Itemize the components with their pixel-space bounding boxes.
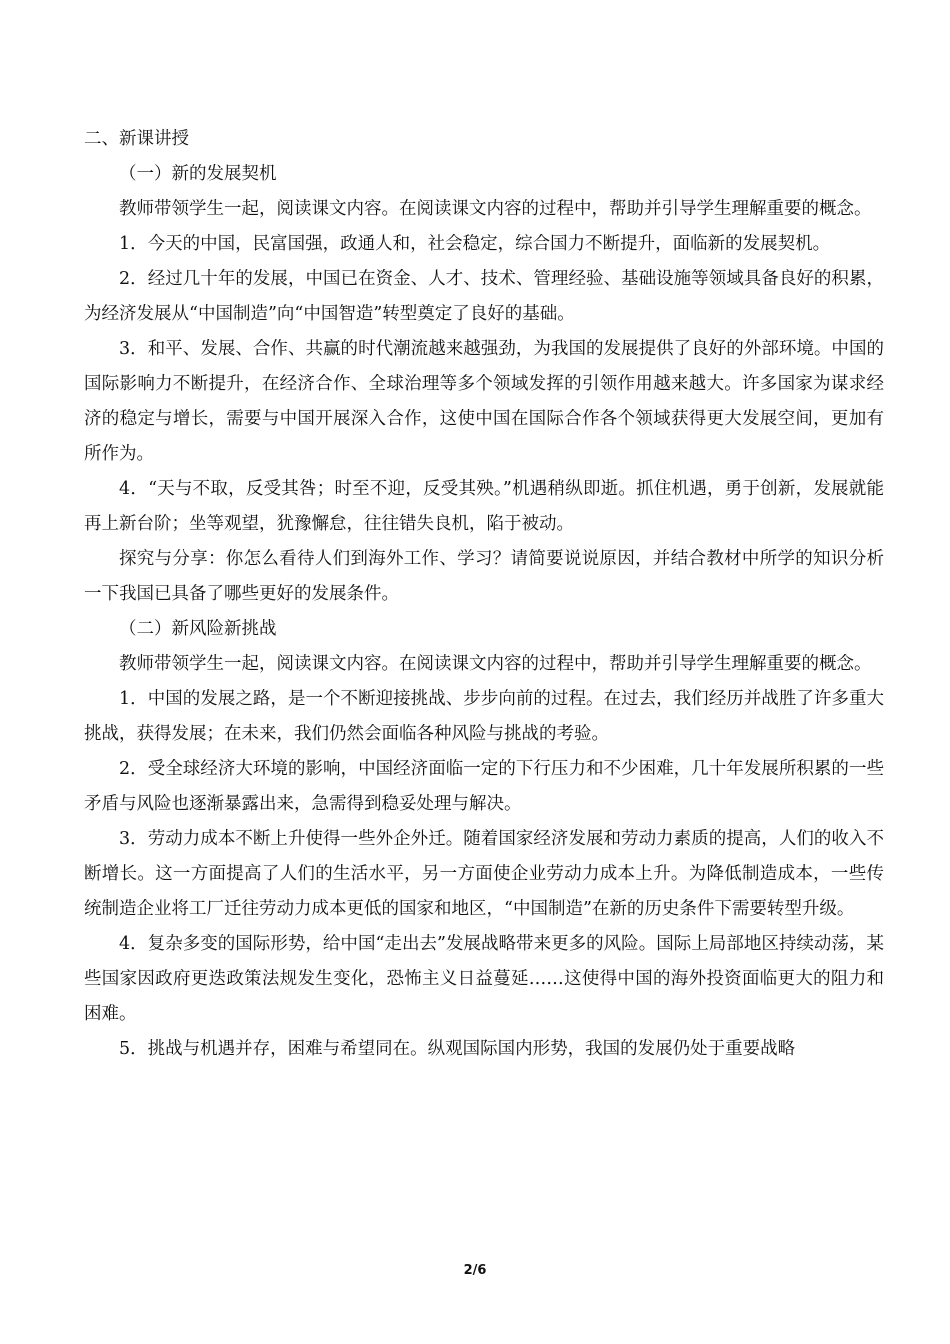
paragraph-item: 3．和平、发展、合作、共赢的时代潮流越来越强劲，为我国的发展提供了良好的外部环境。中国的国际影响力不断提升，在经济合作、全球治理等多个领域发挥的引领作用越来越大。许多国家为谋求经济的稳定与增长，需要与中国开展深入合作，这使中国在国际合作各个领域获得更大发展空间，更加有所作为。 (84, 339, 884, 464)
paragraph-item: 2．受全球经济大环境的影响，中国经济面临一定的下行压力和不少困难，几十年发展所积累的一些矛盾与风险也逐渐暴露出来，急需得到稳妥处理与解决。 (84, 759, 884, 814)
paragraph-intro-1: 教师带领学生一起，阅读课文内容。在阅读课文内容的过程中，帮助并引导学生理解重要的概念。 (119, 199, 872, 219)
paragraph-item: 1．今天的中国，民富国强，政通人和，社会稳定，综合国力不断提升，面临新的发展契机。 (119, 234, 831, 254)
subsection-title-2: （二）新风险新挑战 (119, 619, 277, 639)
section-title: 二、新课讲授 (84, 129, 189, 149)
paragraph-item: 5．挑战与机遇并存，困难与希望同在。纵观国际国内形势，我国的发展仍处于重要战略 (119, 1039, 796, 1059)
paragraph-item: 3．劳动力成本不断上升使得一些外企外迁。随着国家经济发展和劳动力素质的提高，人们的收入不断增长。这一方面提高了人们的生活水平，另一方面使企业劳动力成本上升。为降低制造成本，一些传统制造企业将工厂迁往劳动力成本更低的国家和地区，“中国制造”在新的历史条件下需要转型升级。 (84, 829, 884, 919)
paragraph-item: 4．“天与不取，反受其咎；时至不迎，反受其殃。”机遇稍纵即逝。抓住机遇，勇于创新，发展就能再上新台阶；坐等观望，犹豫懈怠，往往错失良机，陷于被动。 (84, 479, 884, 534)
subsection-title-1: （一）新的发展契机 (119, 164, 277, 184)
paragraph-intro-2: 教师带领学生一起，阅读课文内容。在阅读课文内容的过程中，帮助并引导学生理解重要的概念。 (119, 654, 872, 674)
paragraph-item: 1．中国的发展之路，是一个不断迎接挑战、步步向前的过程。在过去，我们经历并战胜了许多重大挑战，获得发展；在未来，我们仍然会面临各种风险与挑战的考验。 (84, 689, 884, 744)
paragraph-item: 2．经过几十年的发展，中国已在资金、人才、技术、管理经验、基础设施等领域具备良好的积累，为经济发展从“中国制造”向“中国智造”转型奠定了良好的基础。 (84, 269, 884, 324)
paragraph-explore: 探究与分享：你怎么看待人们到海外工作、学习？请简要说说原因，并结合教材中所学的知识分析一下我国已具备了哪些更好的发展条件。 (84, 549, 884, 604)
page-content (84, 122, 884, 1067)
paragraph-item: 4．复杂多变的国际形势，给中国“走出去”发展战略带来更多的风险。国际上局部地区持续动荡，某些国家因政府更迭政策法规发生变化，恐怖主义日益蔓延……这使得中国的海外投资面临更大的阻力和困难。 (84, 934, 884, 1024)
page-number: 2/6 (463, 1263, 487, 1278)
